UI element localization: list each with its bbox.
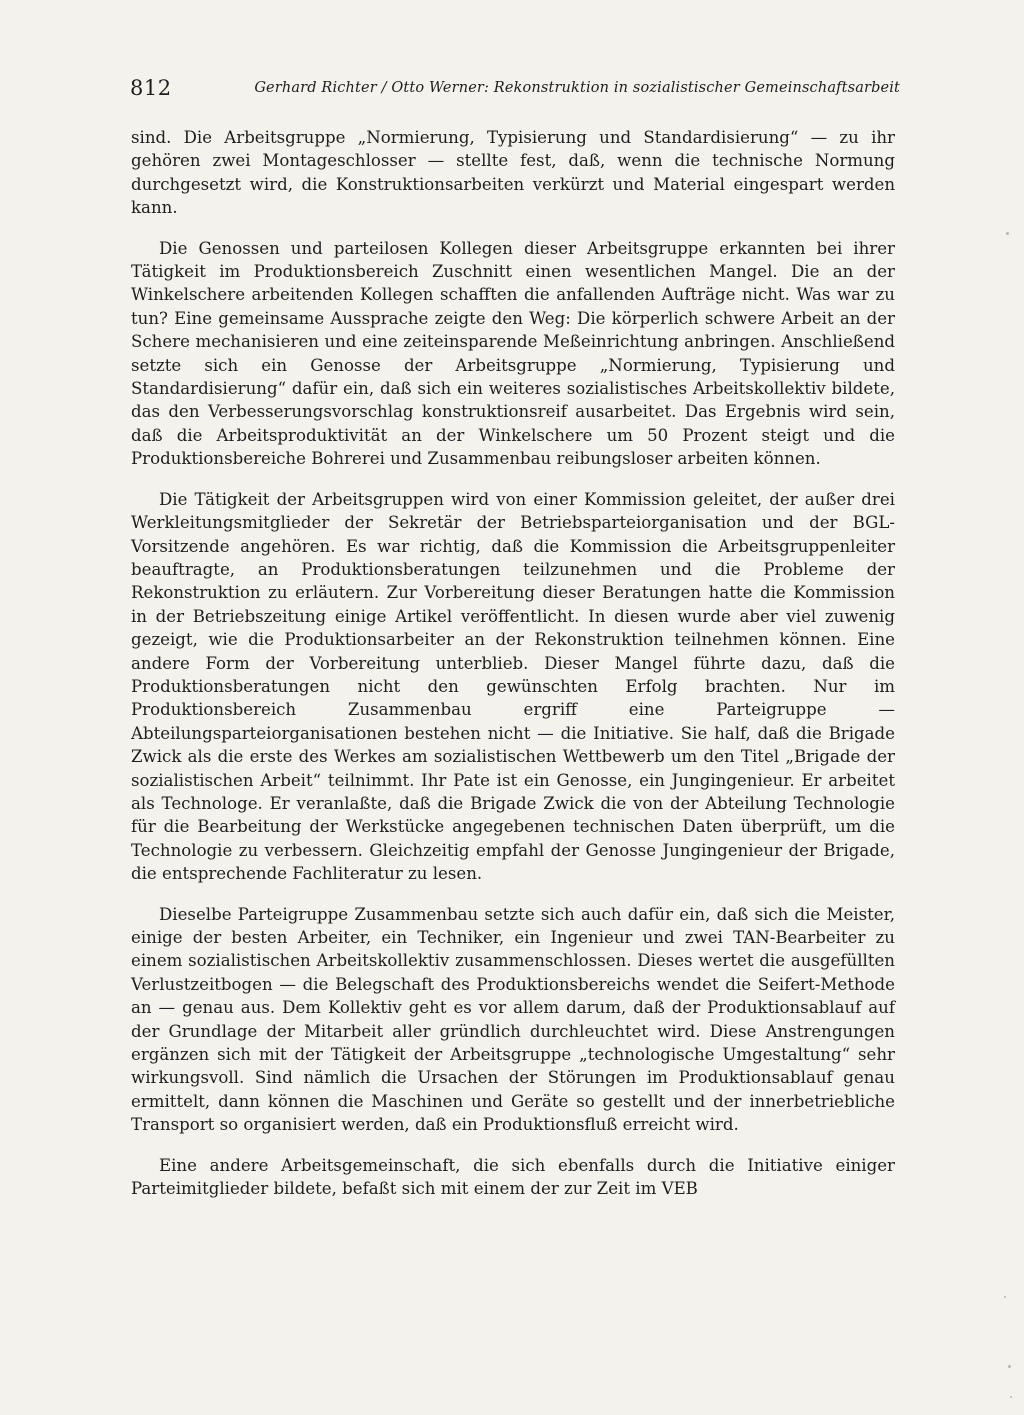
paragraph: Die Tätigkeit der Arbeitsgruppen wird von einer Kommission geleitet, der außer drei Werkleitungsmitglieder der Sekretär der Betriebsparteiorganisation und der BGL-Vorsitzende angehören. Es war richtig, daß die Kommission die Arbeitsgruppenleiter beauftragte, an Produktionsberatungen teilzunehmen und die Probleme der Rekonstruktion zu erläutern. Zur Vorbereitung dieser Beratungen hatte die Kommission in der Betriebszeitung einige Artikel veröffentlicht. In diesen wurde aber viel zuwenig gezeigt, wie die Produktionsarbeiter an der Rekonstruktion teilnehmen können. Eine andere Form der Vorbereitung unterblieb. Dieser Mangel führte dazu, daß die Produktionsberatungen nicht den gewünschten Erfolg brachten. Nur im Produktionsbereich Zusammenbau ergriff eine Parteigruppe — Abteilungsparteiorganisationen bestehen nicht — die Initiative. Sie half, daß die Brigade Zwick als die erste des Werkes am sozialistischen Wettbewerb um den Titel „Brigade der sozialistischen Arbeit“ teilnimmt. Ihr Pate ist ein Genosse, ein Jungingenieur. Er arbeitet als Technologe. Er veranlaßte, daß die Brigade Zwick die von der Abteilung Technologie für die Bearbeitung der Werkstücke angegebenen technischen Daten überprüft, um die Technologie zu verbessern. Gleichzeitig empfahl der Genosse Jungingenieur der Brigade, die entsprechende Fachliteratur zu lesen.	[131, 489, 895, 884]
paragraph: Eine andere Arbeitsgemeinschaft, die sich ebenfalls durch die Initiative einiger Parteimitglieder bildete, befaßt sich mit einem der zur Zeit im VEB	[131, 1155, 895, 1199]
body-text	[131, 126, 895, 1217]
page-number: 812	[130, 76, 172, 100]
scan-speck	[1006, 232, 1009, 235]
paragraph: sind. Die Arbeitsgruppe „Normierung, Typisierung und Standardisierung“ — zu ihr gehören zwei Montageschlosser — stellte fest, daß, wenn die technische Normung durchgesetzt wird, die Konstruktionsarbeiten verkürzt und Material eingespart werden kann.	[131, 128, 895, 218]
scan-speck	[1004, 1296, 1006, 1298]
scan-speck	[1008, 1365, 1011, 1368]
paragraph: Dieselbe Parteigruppe Zusammenbau setzte sich auch dafür ein, daß sich die Meister, einige der besten Arbeiter, ein Techniker, ein Ingenieur und zwei TAN-Bearbeiter zu einem sozialistischen Arbeitskollektiv zusammenschlossen. Dieses wertet die ausgefüllten Verlustzeitbogen — die Belegschaft des Produktionsbereichs wendet die Seifert-Methode an — genau aus. Dem Kollektiv geht es vor allem darum, daß der Produktionsablauf auf der Grundlage der Mitarbeit aller gründlich durchleuchtet wird. Diese Anstrengungen ergänzen sich mit der Tätigkeit der Arbeitsgruppe „technologische Umgestaltung“ sehr wirkungsvoll. Sind nämlich die Ursachen der Störungen im Produktionsablauf genau ermittelt, dann können die Maschinen und Geräte so gestellt und der innerbetriebliche Transport so organisiert werden, daß ein Produktionsfluß erreicht wird.	[131, 904, 895, 1135]
paragraph: Die Genossen und parteilosen Kollegen dieser Arbeitsgruppe erkannten bei ihrer Tätigkeit im Produktionsbereich Zuschnitt einen wesentlichen Mangel. Die an der Winkelschere arbeitenden Kollegen schafften die anfallenden Aufträge nicht. Was war zu tun? Eine gemeinsame Aussprache zeigte den Weg: Die körperlich schwere Arbeit an der Schere mechanisieren und eine zeiteinsparende Meßeinrichtung anbringen. Anschließend setzte sich ein Genosse der Arbeitsgruppe „Normierung, Typisierung und Standardisierung“ dafür ein, daß sich ein weiteres sozialistisches Arbeitskollektiv bildete, das den Verbesserungsvorschlag konstruktionsreif ausarbeitet. Das Ergebnis wird sein, daß die Arbeitsproduktivität an der Winkelschere um 50 Prozent steigt und die Produktionsbereiche Bohrerei und Zusammenbau reibungsloser arbeiten können.	[131, 238, 895, 469]
running-head: Gerhard Richter / Otto Werner: Rekonstruktion in sozialistischer Gemeinschaftsarbeit	[254, 80, 900, 96]
page-header	[130, 76, 900, 106]
scan-speck	[1010, 1396, 1012, 1398]
